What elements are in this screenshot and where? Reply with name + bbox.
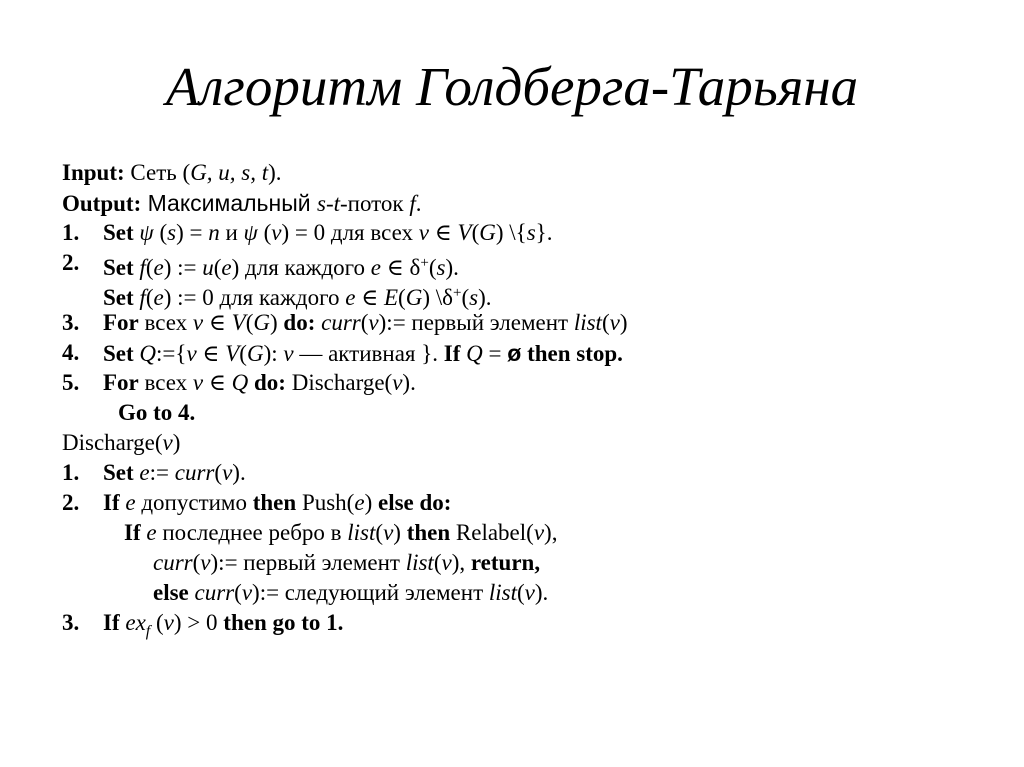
step-number: 3. [62, 310, 80, 335]
step-number: 1. [62, 220, 80, 245]
line-text: Set ψ (s) = n и ψ (v) = 0 для всех v ∈ V(G) \{s}. [103, 220, 553, 245]
step-number: 4. [62, 340, 80, 365]
line-text: else curr(v):= следующий элемент list(v). [153, 580, 549, 605]
step-number: 1. [62, 460, 80, 485]
line-text: If $ex_f$ (v) > 0 then go to 1. [103, 610, 344, 640]
slide-title: Алгоритм Голдберга-Тарьяна [165, 56, 859, 117]
line-text: Discharge(v) [62, 430, 181, 455]
line-text: Set Q:={v ∈ V(G): v — активная }. If Q = ø then stop. [103, 340, 623, 366]
step-number: 5. [62, 370, 80, 395]
line-text: Go to 4. [118, 400, 196, 425]
line-text: If e последнее ребро в list(v) then Relabel(v), [124, 520, 558, 545]
line-text: Set f(e) := u(e) для каждого e ∈ δ+(s). [103, 255, 459, 280]
line-text: Set e:= curr(v). [103, 460, 246, 485]
line-text: Input: Сеть (G, u, s, t). [62, 160, 282, 185]
line-text: For всех v ∈ V(G) do: curr(v):= первый элемент list(v) [103, 310, 628, 335]
line-text: Set f(e) := 0 для каждого e ∈ E(G) \δ+(s). [103, 285, 492, 310]
line-text: If e допустимо then Push(e) else do: [103, 490, 452, 515]
step-number: 2. [62, 490, 80, 515]
step-number: 2. [62, 250, 80, 275]
line-text: For всех v ∈ Q do: Discharge(v). [103, 370, 416, 395]
line-text: curr(v):= первый элемент list(v), return, [153, 550, 541, 575]
step-number: 3. [62, 610, 80, 635]
line-text: Output: Максимальный s-t-поток f. [62, 190, 422, 216]
